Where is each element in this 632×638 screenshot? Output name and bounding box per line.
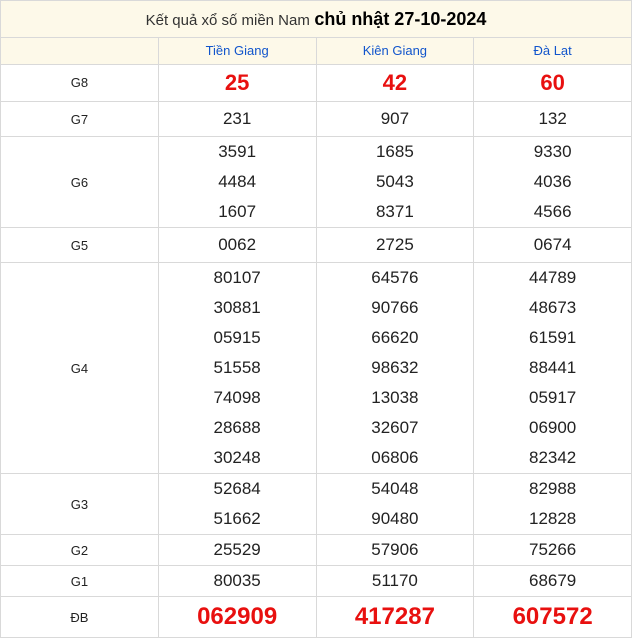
prize-value: 3591 (218, 142, 257, 161)
province-link-kien-giang[interactable]: Kiên Giang (362, 43, 428, 58)
prize-value: 30881 (213, 298, 261, 317)
province-link-tien-giang[interactable]: Tiền Giang (205, 43, 269, 58)
prize-value: 05917 (528, 388, 577, 407)
prize-values-g3-0 (158, 474, 316, 535)
table-row (1, 263, 632, 474)
prize-value-db-1: 417287 (316, 597, 474, 638)
prize-label-g8: G8 (1, 65, 159, 102)
prize-value: 1685 (375, 142, 414, 161)
prize-label-g5: G5 (1, 228, 159, 263)
province-header-0 (158, 38, 316, 65)
prize-value-g5-2: 0674 (474, 228, 632, 263)
prize-value: 90480 (371, 509, 419, 528)
prize-value-g8-0: 25 (158, 65, 316, 102)
prize-value-g5-1: 2725 (316, 228, 474, 263)
prize-value: 51662 (213, 509, 261, 528)
prize-value: 5043 (375, 172, 414, 191)
prize-values-g3-2 (474, 474, 632, 535)
prize-label-g4: G4 (1, 263, 159, 474)
table-row (1, 535, 632, 566)
prize-values-g6-0 (158, 137, 316, 228)
table-row (1, 566, 632, 597)
prize-value: 88441 (528, 358, 577, 377)
prize-value-db-0: 062909 (158, 597, 316, 638)
prize-value: 54048 (371, 479, 419, 498)
corner-cell (1, 38, 159, 65)
page-title (1, 1, 632, 38)
prize-label-db: ĐB (1, 597, 159, 638)
prize-label-g6: G6 (1, 137, 159, 228)
table-row (1, 102, 632, 137)
prize-value: 06900 (528, 418, 577, 437)
prize-values-g4-0 (158, 263, 316, 474)
table-row (1, 137, 632, 228)
table-row (1, 474, 632, 535)
prize-values-g6-2 (474, 137, 632, 228)
title-row (1, 1, 632, 38)
province-header-1 (316, 38, 474, 65)
prize-value-g2-1: 57906 (316, 535, 474, 566)
prize-label-g1: G1 (1, 566, 159, 597)
prize-values-g4-2 (474, 263, 632, 474)
prize-value: 4036 (533, 172, 572, 191)
prize-value: 82342 (528, 448, 577, 467)
prize-value-g2-2: 75266 (474, 535, 632, 566)
province-link-da-lat[interactable]: Đà Lạt (533, 43, 572, 58)
prize-values-g4-1 (316, 263, 474, 474)
prize-value: 90766 (371, 298, 419, 317)
prize-value: 48673 (528, 298, 577, 317)
prize-value: 4484 (218, 172, 257, 191)
prize-values-g6-1 (316, 137, 474, 228)
prize-value: 64576 (371, 268, 419, 287)
prize-label-g3: G3 (1, 474, 159, 535)
prize-value-g7-1: 907 (316, 102, 474, 137)
province-header-2 (474, 38, 632, 65)
prize-value-db-2: 607572 (474, 597, 632, 638)
province-header-row (1, 38, 632, 65)
prize-value-g7-2: 132 (474, 102, 632, 137)
prize-value: 4566 (533, 202, 572, 221)
table-row (1, 597, 632, 638)
prize-value: 52684 (213, 479, 261, 498)
prize-values-g3-1 (316, 474, 474, 535)
prize-value-g7-0: 231 (158, 102, 316, 137)
prize-value: 80107 (213, 268, 261, 287)
prize-value: 61591 (528, 328, 577, 347)
title-prefix: Kết quả xổ số miền Nam (145, 11, 310, 29)
prize-value: 51558 (213, 358, 261, 377)
prize-value: 74098 (213, 388, 261, 407)
prize-value: 66620 (371, 328, 419, 347)
prize-value: 1607 (218, 202, 257, 221)
prize-value: 12828 (528, 509, 577, 528)
prize-value: 82988 (528, 479, 577, 498)
prize-value-g1-1: 51170 (316, 566, 474, 597)
prize-value-g1-2: 68679 (474, 566, 632, 597)
prize-value-g1-0: 80035 (158, 566, 316, 597)
prize-value: 98632 (371, 358, 419, 377)
table-row (1, 65, 632, 102)
prize-value: 9330 (533, 142, 572, 161)
prize-value-g8-2: 60 (474, 65, 632, 102)
prize-value: 44789 (528, 268, 577, 287)
prize-value: 06806 (371, 448, 419, 467)
table-row (1, 228, 632, 263)
prize-value-g8-1: 42 (316, 65, 474, 102)
prize-value-g5-0: 0062 (158, 228, 316, 263)
title-date: chủ nhật 27-10-2024 (314, 8, 487, 29)
prize-value: 32607 (371, 418, 419, 437)
prize-label-g2: G2 (1, 535, 159, 566)
prize-value-g2-0: 25529 (158, 535, 316, 566)
prize-value: 05915 (213, 328, 261, 347)
prize-value: 28688 (213, 418, 261, 437)
prize-value: 8371 (375, 202, 414, 221)
prize-value: 13038 (371, 388, 419, 407)
prize-label-g7: G7 (1, 102, 159, 137)
prize-value: 30248 (213, 448, 261, 467)
